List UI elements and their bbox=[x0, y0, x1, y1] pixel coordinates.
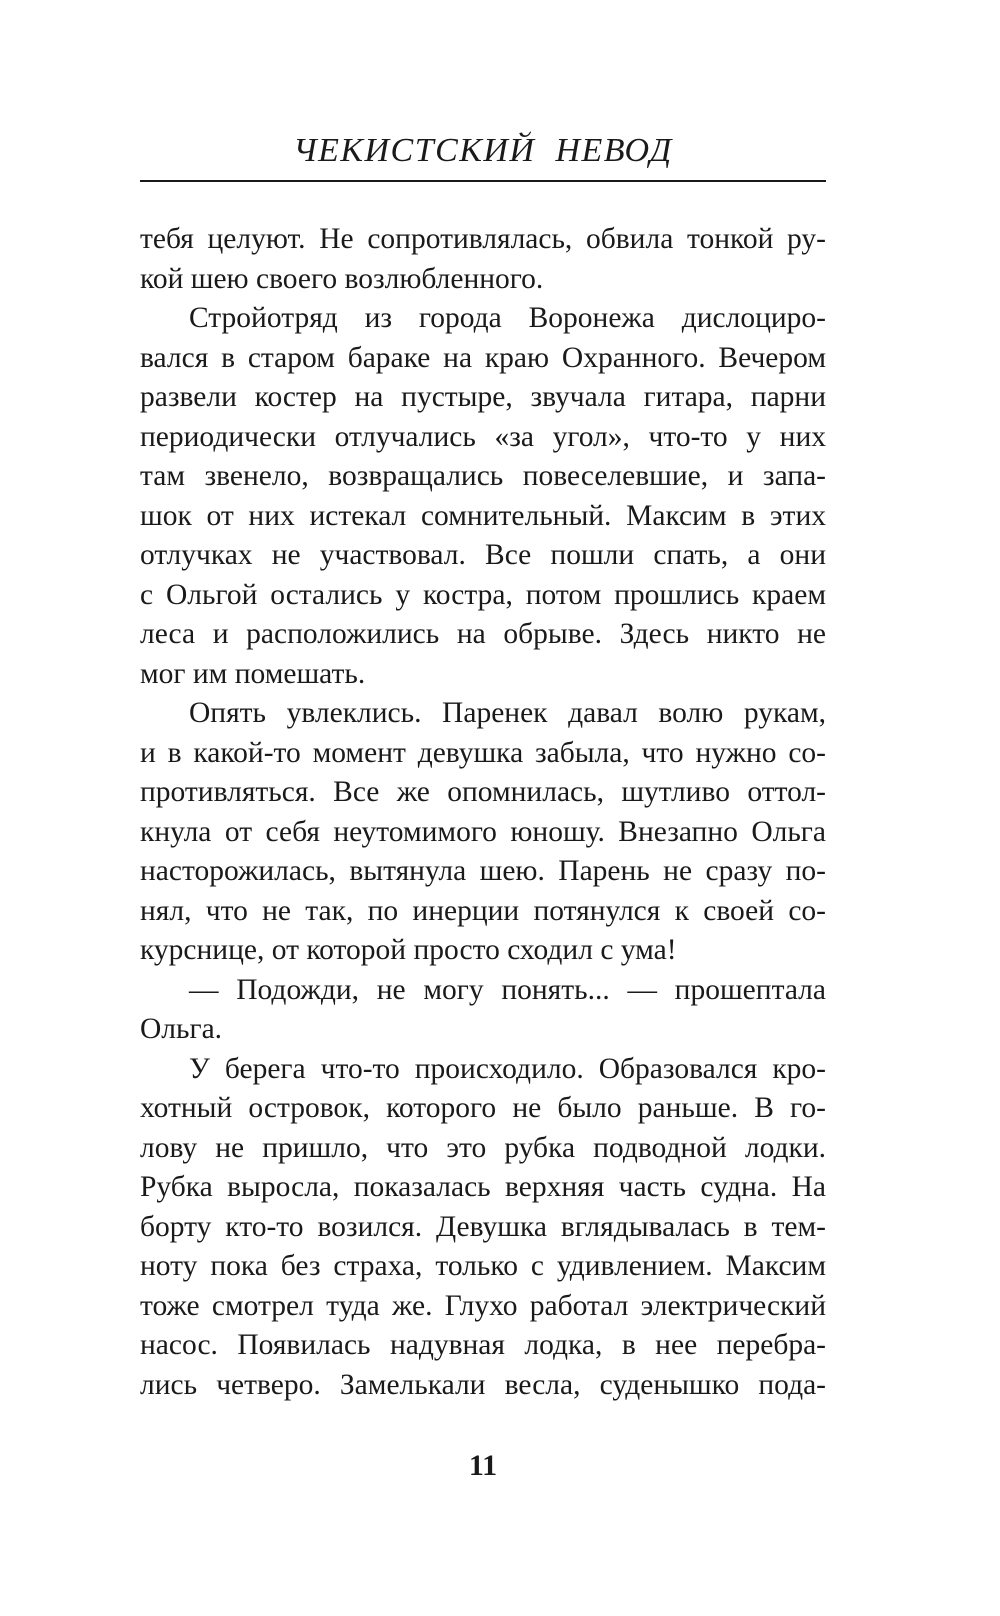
text-line: там звенело, возвращались повеселевшие, и запа- bbox=[140, 460, 826, 492]
text-line: курснице, от которой просто сходил с ума! bbox=[140, 934, 677, 966]
text-line: периодически отлучались «за угол», что-то у них bbox=[140, 420, 826, 453]
text-line: с Ольгой остались у костра, потом прошлись краем bbox=[140, 578, 826, 611]
text-line: лову не пришло, что это рубка подводной лодки. bbox=[140, 1131, 826, 1164]
text-line: Стройотряд из города Воронежа дислоциро- bbox=[189, 302, 826, 334]
text-line: тоже смотрел туда же. Глухо работал электрический bbox=[140, 1289, 826, 1322]
text-line: развели костер на пустыре, звучала гитара, парни bbox=[140, 381, 826, 413]
text-line: нял, что не так, по инерции потянулся к своей со- bbox=[140, 894, 826, 927]
page-number: 11 bbox=[468, 1449, 498, 1482]
text-line: — Подожди, не могу понять... — прошептала bbox=[189, 973, 826, 1006]
text-line: леса и расположились на обрыве. Здесь никто не bbox=[140, 618, 826, 650]
text-line: тебя целуют. Не сопротивлялась, обвила тонкой ру- bbox=[140, 223, 826, 255]
text-line: лись четверо. Замелькали весла, суденышко пода- bbox=[140, 1368, 826, 1401]
text-line: отлучках не участвовал. Все пошли спать, а они bbox=[140, 539, 826, 571]
text-line: Опять увлеклись. Паренек давал волю рукам, bbox=[189, 697, 826, 729]
text-line: кой шею своего возлюбленного. bbox=[140, 262, 544, 295]
text-line: хотный островок, которого не было раньше. В го- bbox=[140, 1092, 826, 1124]
text-line: шок от них истекал сомнительный. Максим в этих bbox=[140, 499, 826, 532]
text-line: вался в старом бараке на краю Охранного. Вечером bbox=[140, 341, 826, 374]
text-line: борту кто-то возился. Девушка вглядывалась в тем- bbox=[140, 1210, 826, 1243]
text-line: Рубка выросла, показалась верхняя часть судна. На bbox=[140, 1171, 826, 1203]
text-line: и в какой-то момент девушка забыла, что нужно со- bbox=[140, 736, 826, 769]
header-rule bbox=[140, 180, 826, 182]
text-line: противляться. Все же опомнилась, шутливо оттол- bbox=[140, 776, 826, 808]
body-text bbox=[140, 220, 826, 1405]
text-line: У берега что-то происходило. Образовался кро- bbox=[189, 1052, 826, 1085]
text-line: мог им помешать. bbox=[140, 657, 366, 690]
text-line: кнула от себя неутомимого юношу. Внезапно Ольга bbox=[140, 815, 826, 848]
text-line: Ольга. bbox=[140, 1013, 223, 1045]
text-line: ноту пока без страха, только с удивлением. Максим bbox=[140, 1250, 826, 1282]
running-head: ЧЕКИСТСКИЙ НЕВОД bbox=[293, 132, 673, 169]
text-line: насос. Появилась надувная лодка, в нее перебра- bbox=[140, 1329, 826, 1361]
text-line: насторожилась, вытянула шею. Парень не сразу по- bbox=[140, 855, 826, 887]
